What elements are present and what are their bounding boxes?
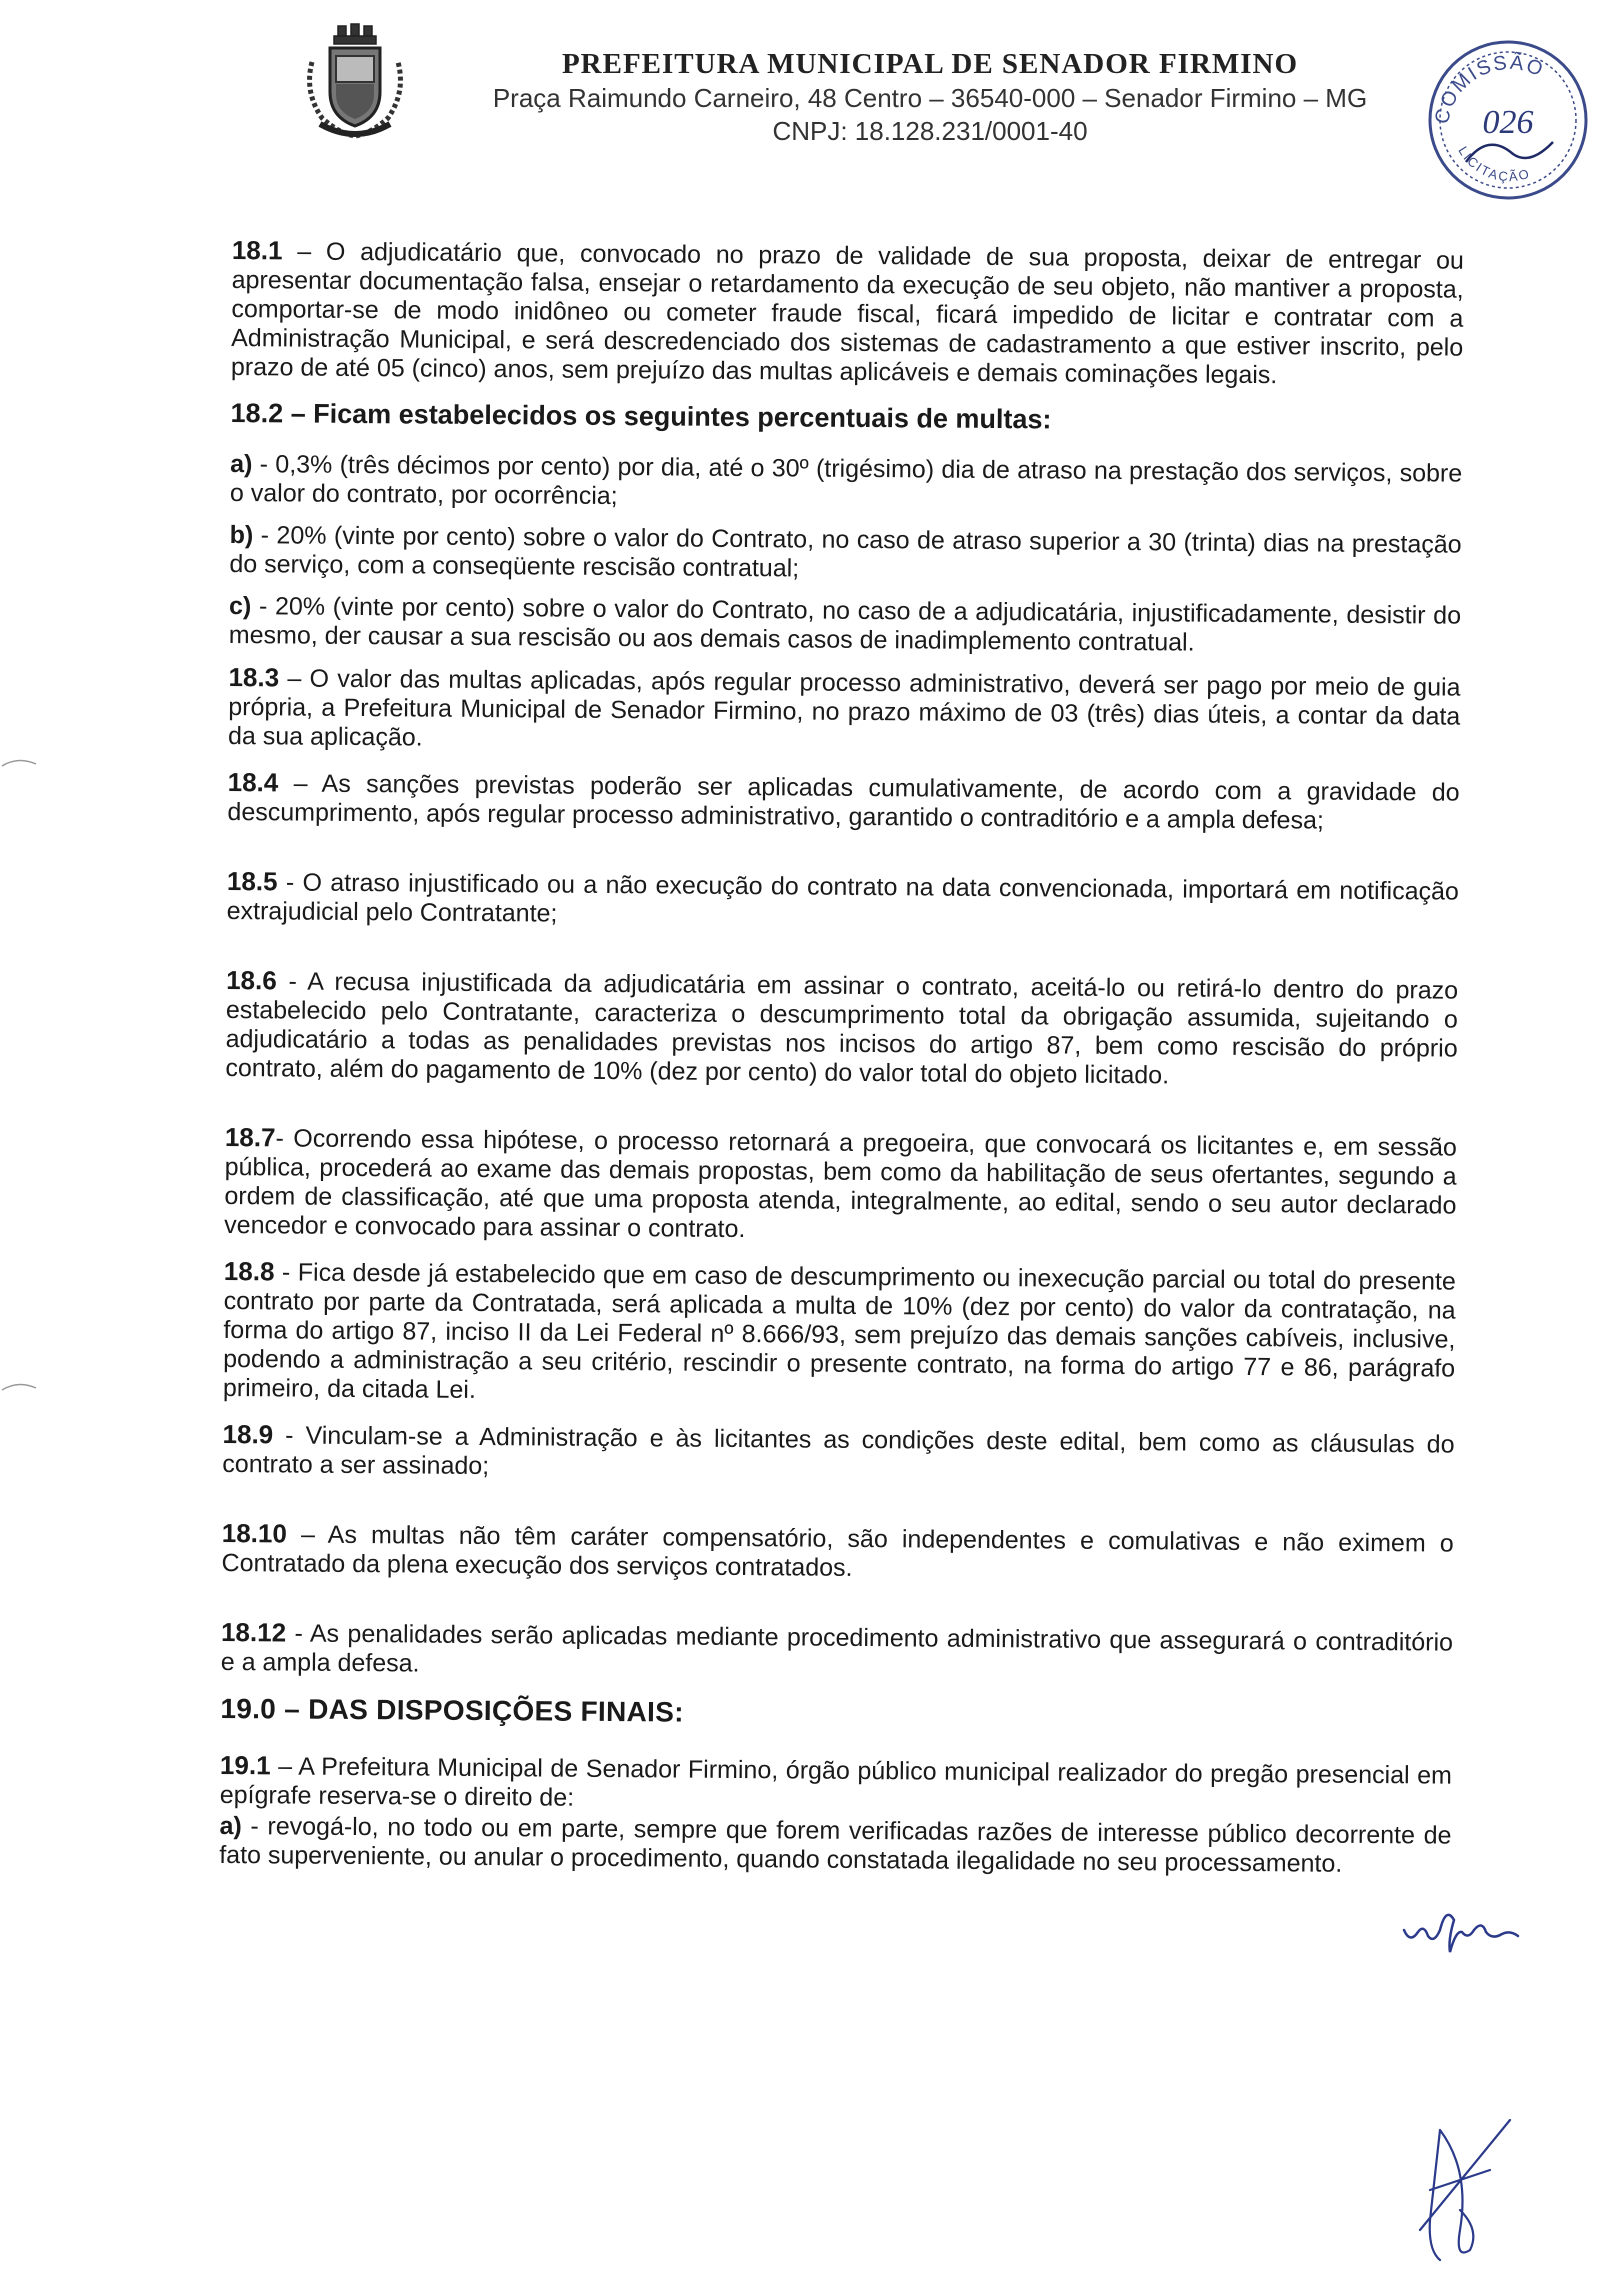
- handwritten-signature: [1400, 2110, 1540, 2270]
- clause-19-1-a: a) - revogá-lo, no todo ou em parte, sempre que forem verificadas razões de interesse público decorrente de fato superveniente, ou anular o procedimento, quando constatada ilegalidade no seu processamento.: [219, 1811, 1452, 1878]
- letterhead-cnpj: CNPJ: 18.128.231/0001-40: [772, 116, 1088, 146]
- letterhead-address: Praça Raimundo Carneiro, 48 Centro – 36540-000 – Senador Firmino – MG: [492, 83, 1368, 113]
- clause-18-8: 18.8 - Fica desde já estabelecido que em caso de descumprimento ou inexecução parcial ou total do presente contrato por parte da Contratada, será aplicada a multa de 10% (dez por cento) do valor da contratação, na forma do artigo 87, inciso II da Lei Federal nº 8.666/93, sem prejuízo das demais sanções cabíveis, inclusive, podendo a administração a seu critério, rescindir o presente contrato, na forma do artigo 77 e 86, parágrafo primeiro, da citada Lei.: [222, 1255, 1456, 1404]
- coat-of-arms-icon: [300, 22, 410, 142]
- stamp-page-number: 026: [1482, 104, 1534, 141]
- clause-18-7: 18.7- Ocorrendo essa hipótese, o processo retornará a pregoeira, que convocará os licitantes e, em sessão pública, procederá ao exame das demais propostas, bem como da habilitação de seus ofertantes, segundo a ordem de classificação, até que uma proposta atenda, integralmente, ao edital, sendo o seu autor declarado vencedor e convocado para assinar o contrato.: [224, 1121, 1458, 1244]
- clause-18-5: 18.5 - O atraso injustificado ou a não execução do contrato na data convencionada, importará em notificação extrajudicial pelo Contratante;: [226, 865, 1459, 928]
- clause-18-12: 18.12 - As penalidades serão aplicadas mediante procedimento administrativo que assegurará o contraditório e a ampla defesa.: [220, 1616, 1454, 1678]
- clause-18-6: 18.6 - A recusa injustificada da adjudicatária em assinar o contrato, aceitá-lo ou retirá-lo dentro do prazo estabelecido pelo Contratante, caracteriza o descumprimento total da obrigação assumida, sujeitando o adjudicatário a todas as penalidades previstas nos incisos do artigo 87, bem como rescisão do próprio contrato, além do pagamento de 10% (dez por cento) do valor total do objeto licitado.: [225, 964, 1459, 1090]
- stamp-top-text: COMISSÃO: [1430, 51, 1548, 127]
- clause-18-2: 18.2 – Ficam estabelecidos os seguintes percentuais de multas:: [230, 397, 1052, 435]
- section-heading-19: 19.0 – DAS DISPOSIÇÕES FINAIS:: [220, 1692, 684, 1728]
- margin-mark: [0, 752, 40, 772]
- document-body: [219, 236, 1464, 1893]
- clause-18-10: 18.10 – As multas não têm caráter compensatório, são independentes e comulativas e não eximem o Contratado da plena execução dos serviços contratados.: [221, 1517, 1454, 1582]
- clause-18-2-a: a) - 0,3% (três décimos por cento) por dia, até o 30º (trigésimo) dia de atraso na prestação dos serviços, sobre o valor do contrato, por ocorrência;: [229, 449, 1463, 511]
- clause-18-4: 18.4 – As sanções previstas poderão ser aplicadas cumulativamente, de acordo com a gravidade do descumprimento, após regular processo administrativo, garantido o contraditório e a ampla defesa;: [227, 766, 1460, 835]
- clause-19-1: 19.1 – A Prefeitura Municipal de Senador Firmino, órgão público municipal realizador do pregão presencial em epígrafe reserva-se o direito de:: [219, 1749, 1453, 1812]
- clause-18-2-b: b) - 20% (vinte por cento) sobre o valor do Contrato, no caso de atraso superior a 30 (trinta) dias na prestação do serviço, com a conseqüente rescisão contratual;: [229, 520, 1462, 583]
- handwritten-initial: [1398, 1900, 1528, 1960]
- stamp-bottom-text: LICITAÇÃO: [1455, 143, 1533, 185]
- clause-18-9: 18.9 - Vinculam-se a Administração e às licitantes as condições deste edital, bem como as cláusulas do contrato a ser assinado;: [222, 1418, 1455, 1481]
- letterhead: [440, 48, 1420, 147]
- clause-18-3: 18.3 – O valor das multas aplicadas, após regular processo administrativo, deverá ser pago por meio de guia própria, a Prefeitura Municipal de Senador Firmino, no prazo máximo de 03 (três) dias úteis, a contar da data da sua aplicação.: [227, 661, 1461, 752]
- margin-mark: [0, 1376, 40, 1396]
- commission-stamp: [1418, 30, 1598, 210]
- letterhead-title: PREFEITURA MUNICIPAL DE SENADOR FIRMINO: [561, 48, 1299, 80]
- clause-18-2-c: c) - 20% (vinte por cento) sobre o valor do Contrato, no caso de a adjudicatária, injustificadamente, desistir do mesmo, der causar a sua rescisão ou aos demais casos de inadimplemento contratual.: [228, 591, 1462, 657]
- svg-text:LICITAÇÃO: [1455, 144, 1532, 185]
- clause-18-1: 18.1 – O adjudicatário que, convocado no prazo de validade de sua proposta, deixar de entregar ou apresentar documentação falsa, ensejar o retardamento da execução de seu objeto, não mantiver a proposta, comportar-se de modo inidôneo ou cometer fraude fiscal, ficará impedido de licitar e contratar com a Administração Municipal, e será descredenciado dos sistemas de cadastramento a que estiver inscrito, pelo prazo de até 05 (cinco) anos, sem prejuízo das multas aplicáveis e demais cominações legais.: [230, 235, 1464, 390]
